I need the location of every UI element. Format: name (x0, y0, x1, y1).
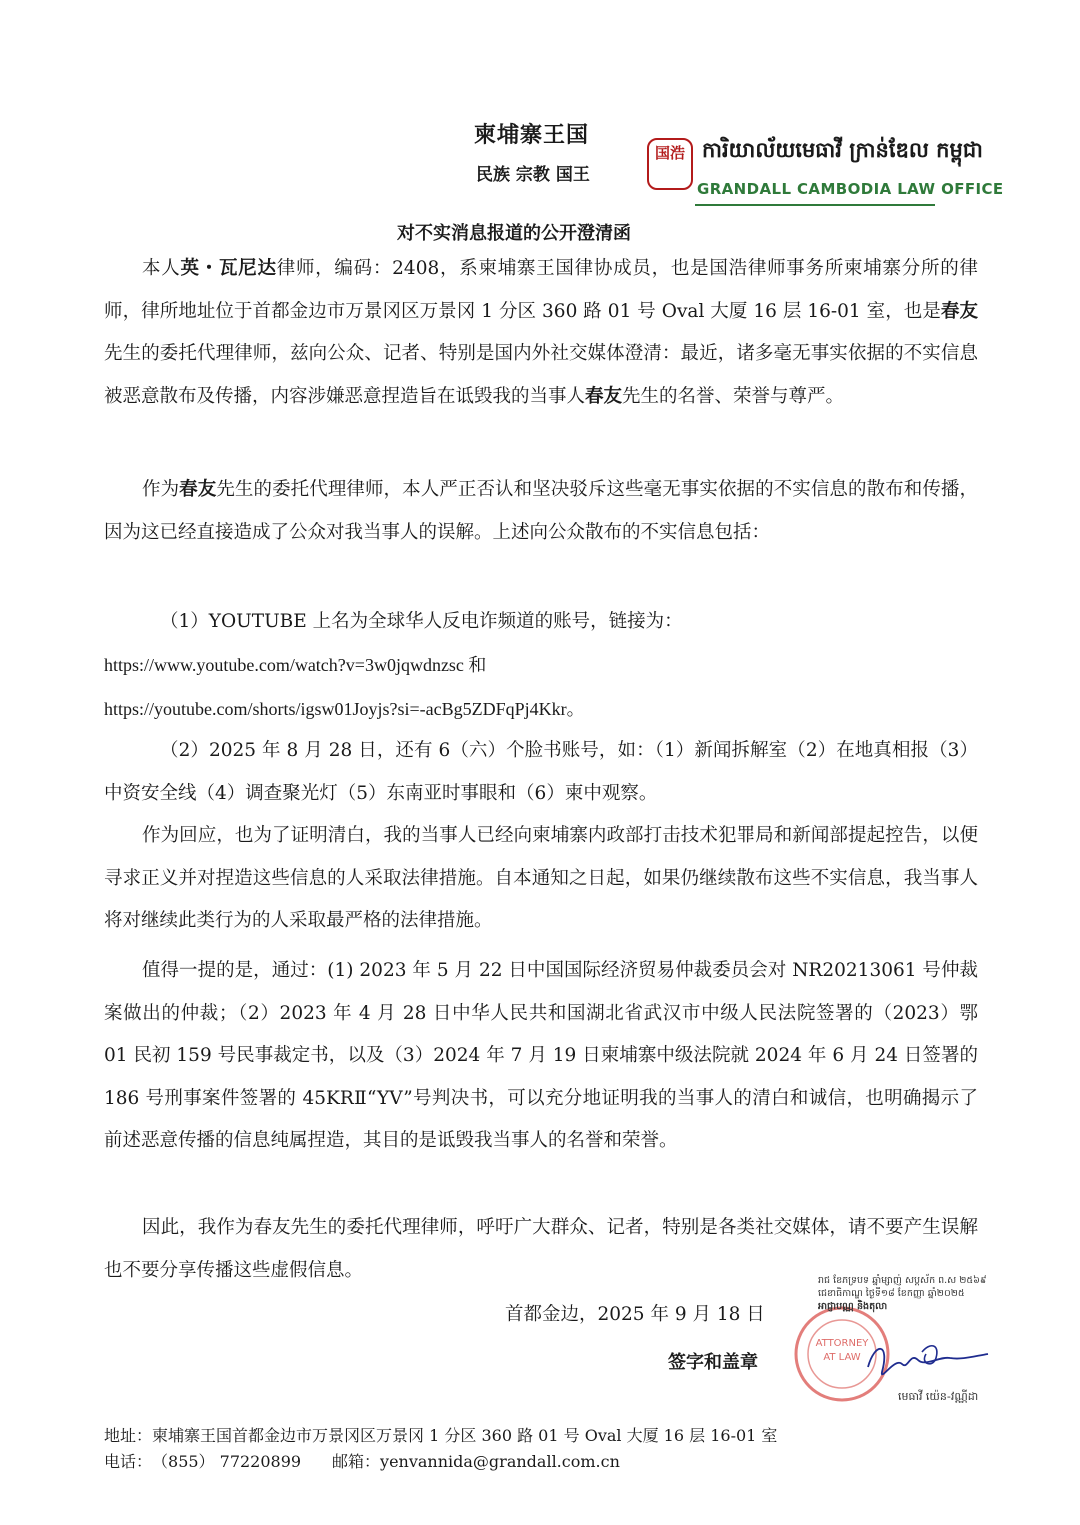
letter-date: 首都金边，2025 年 9 月 18 日 (505, 1304, 765, 1325)
svg-text:ATTORNEY: ATTORNEY (815, 1338, 869, 1349)
client-name: 春友 (179, 479, 217, 500)
paragraph-intro: 本人英・瓦尼达律师，编码：2408，系柬埔寨王国律协成员，也是国浩律师事务所柬埔寨分所的律师，律所地址位于首都金边市万景冈区万景冈 1 分区 360 路 01 号 Oval 大厦 16 层 16-01 室，也是春友先生的委托代理律师，兹向公众、记者、特别是国内外社交媒体澄清：最近，诸多毫无事实依据的不实信息被恶意散布及传播，内容涉嫌恶意捏造旨在诋毁我的当事人春友先生的名誉、荣誉与尊严。 (104, 258, 978, 407)
paragraph-evidence: 值得一提的是，通过：(1) 2023 年 5 月 22 日中国国际经济贸易仲裁委员会对 NR20213061 号仲裁案做出的仲裁；（2）2023 年 4 月 28 日中华人民共和国湖北省武汉市中级人民法院签署的（2023）鄂 01 民初 159 号民事裁定书，以及（3）2024 年 7 月 19 日柬埔寨中级法院就 2024 年 6 月 24 日签署的 186 号刑事案件签署的 45KRⅡ“YV”号判决书，可以充分地证明我的当事人的清白和诚信，也明确揭示了前述恶意传播的信息纯属捏造，其目的是诋毁我当事人的名誉和荣誉。 (104, 960, 978, 1151)
logo-underline (695, 204, 935, 206)
logo-khmer-name: ការិយាល័យមេធាវី ក្រាន់ឌែល កម្ពុជា (702, 138, 983, 162)
signature-label: 签字和盖章 (668, 1352, 758, 1373)
paragraph-response: 作为回应，也为了证明清白，我的当事人已经向柬埔寨内政部打击技术犯罪局和新闻部提起控告，以便寻求正义并对捏造这些信息的人采取法律措施。自本通知之日起，如果仍继续散布这些不实信息，我当事人将对继续此类行为的人采取最严格的法律措施。 (104, 825, 978, 931)
paragraph-denial: 作为春友先生的委托代理律师，本人严正否认和坚决驳斥这些毫无事实依据的不实信息的散布和传播，因为这已经直接造成了公众对我当事人的误解。上述向公众散布的不实信息包括： (104, 479, 978, 543)
youtube-link-2[interactable]: https://youtube.com/shorts/igsw01Joyjs?si=-acBg5ZDFqPj4Kkr。 (104, 699, 585, 719)
youtube-link-1[interactable]: https://www.youtube.com/watch?v=3w0jqwdnzsc 和 (104, 655, 487, 675)
letter-title: 对不实消息报道的公开澄清函 (397, 223, 631, 244)
footer-address: 地址：柬埔寨王国首都金边市万景冈区万景冈 1 分区 360 路 01 号 Oval 大厦 16 层 16-01 室 (104, 1426, 778, 1445)
stamp-khmer-text: រាជ ខែភទ្របទ ឆ្នាំម្សាញ់ សប្តស័ក ព.ស ២៥៦៩ ជេខាធិកាណ្ឌ ថ្ងៃទី១៨ ខែកញ្ញា ឆ្នាំ២០២៥ អាជ្ញាបណ្ណ និងតុលា (818, 1275, 987, 1312)
footer-email[interactable]: yenvannida@grandall.com.cn (380, 1452, 620, 1471)
client-name: 春友 (585, 385, 623, 407)
svg-text:AT LAW: AT LAW (823, 1352, 861, 1363)
paragraph-appeal: 因此，我作为春友先生的委托代理律师，呼吁广大群众、记者，特别是各类社交媒体，请不要产生误解也不要分享传播这些虚假信息。 (104, 1217, 978, 1281)
item-youtube: （1）YOUTUBE 上名为全球华人反电诈频道的账号，链接为： (160, 611, 683, 632)
kingdom-heading: 柬埔寨王国 (474, 122, 590, 148)
stamp-signer-name: មេធាវី យ៉េន-វណ្ណីដា (898, 1390, 979, 1403)
grandall-seal-logo: 国浩 (647, 138, 693, 190)
item-facebook-accounts: （2）2025 年 8 月 28 日，还有 6（六）个脸书账号，如：（1）新闻拆解室（2）在地真相报（3）中资安全线（4）调查聚光灯（5）东南亚时事眼和（6）柬中观察。 (104, 740, 978, 804)
footer-phone: （855） 77220899 (152, 1452, 302, 1471)
national-motto: 民族 宗教 国王 (476, 165, 590, 185)
lawyer-name: 英・瓦尼达 (180, 258, 277, 279)
logo-english-name: GRANDALL CAMBODIA LAW OFFICE (697, 180, 1004, 198)
client-name: 春友 (940, 300, 978, 322)
footer-contact: 电话：（855） 77220899 邮箱：yenvannida@grandall.com.cn (104, 1450, 620, 1474)
